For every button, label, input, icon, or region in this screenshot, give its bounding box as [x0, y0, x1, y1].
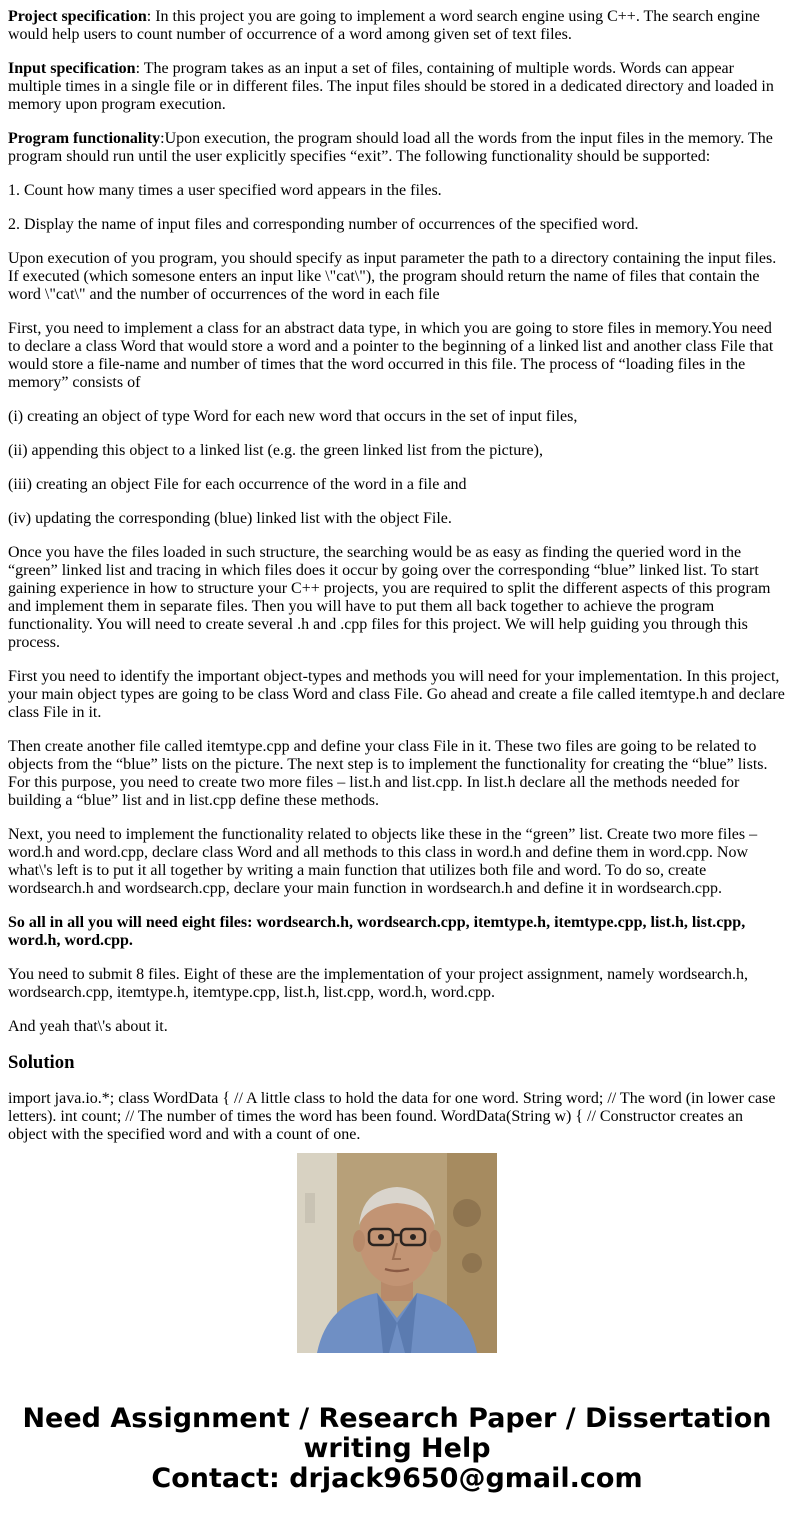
paragraph-searching: Once you have the files loaded in such structure, the searching would be as easy as finding the queried word in the “green” linked list and tracing in which files does it occur by going over the corresponding “blue” linked list. To start gaining experience in how to structure your C++ projects, you are required to split the different aspects of this program and implement them in separate files. Then you will have to put them all back together to achieve the program functionality. You will need to create several .h and .cpp files for this project. We will help guiding you through this process. [8, 544, 771, 651]
paragraph-item-2: 2. Display the name of input files and corresponding number of occurrences of the specified word. [8, 216, 639, 233]
paragraph-itemtype: Then create another file called itemtype.cpp and define your class File in it. These two files are going to be related to objects from the “blue” lists on the picture. The next step is to implement the functionality for creating the “blue” lists. For this purpose, you need to create two more files – list.h and list.cpp. In list.h declare all the methods needed for building a “blue” list and in list.cpp define these methods. [8, 738, 768, 809]
paragraph-word-files: Next, you need to implement the functionality related to objects like these in the “green” list. Create two more files – word.h and word.cpp, declare class Word and all methods to this class in word.h and define them in word.cpp. Now what\'s left is to put it all together by writing a main function that utilizes both file and word. To do so, create wordsearch.h and wordsearch.cpp, declare your main function in wordsearch.h and define it in wordsearch.cpp. [8, 826, 758, 897]
paragraph-text: : In this project you are going to implement a word search engine using C++. The search engine would help users to count number of occurrence of a word among given set of text files. [8, 8, 760, 43]
paragraph-item-1: 1. Count how many times a user specified word appears in the files. [8, 182, 442, 199]
paragraph-step-iii: (iii) creating an object File for each occurrence of the word in a file and [8, 476, 467, 493]
paragraph-project-spec [8, 8, 786, 44]
lead-label: Input specification [8, 60, 136, 77]
footer-contact-email: Contact: drjack9650@gmail.com [151, 1463, 643, 1494]
paragraph-text: :Upon execution, the program should load all the words from the input files in the memory. The program should run until the user explicitly specifies “exit”. The following functionality should be supported: [8, 130, 773, 165]
lead-label: Project specification [8, 8, 147, 25]
paragraph-step-i: (i) creating an object of type Word for each new word that occurs in the set of input files, [8, 408, 578, 425]
solution-heading: Solution [8, 1052, 75, 1073]
paragraph-eight-files [8, 914, 786, 950]
paragraph-step-ii: (ii) appending this object to a linked list (e.g. the green linked list from the picture), [8, 442, 543, 459]
footer-contact [0, 1404, 794, 1494]
paragraph-submit: You need to submit 8 files. Eight of these are the implementation of your project assignment, namely wordsearch.h, wordsearch.cpp, itemtype.h, itemtype.cpp, list.h, list.cpp, word.h, word.cpp. [8, 966, 748, 1001]
paragraph-text: : The program takes as an input a set of files, containing of multiple words. Words can appear multiple times in a single file or in different files. The input files should be stored in a dedicated directory and loaded in memory upon program execution. [8, 60, 774, 113]
document-body [8, 8, 786, 1143]
footer-line-2: writing Help [303, 1433, 491, 1464]
paragraph-closing: And yeah that\'s about it. [8, 1018, 168, 1035]
paragraph-input-spec [8, 60, 786, 114]
paragraph-step-iv: (iv) updating the corresponding (blue) linked list with the object File. [8, 510, 452, 527]
profile-photo-icon [297, 1153, 497, 1353]
paragraph-execution: Upon execution of you program, you should specify as input parameter the path to a directory containing the input files. If executed (which somesone enters an input like \"cat\"), the program should return the name of files that contain the word \"cat\" and the number of occurrences of the word in each file [8, 250, 777, 303]
solution-text: import java.io.*; class WordData { // A little class to hold the data for one word. String word; // The word (in lower case letters). int count; // The number of times the word has been found. WordData(String w) { // Constructor creates an object with the specified word and with a count of one. [8, 1090, 776, 1143]
lead-label: Program functionality [8, 130, 161, 147]
footer-line-1: Need Assignment / Research Paper / Dissertation [22, 1403, 772, 1434]
paragraph-class-design: First, you need to implement a class for an abstract data type, in which you are going to store files in memory.You need to declare a class Word that would store a word and a pointer to the beginning of a linked list and another class File that would store a file-name and number of times that the word occurred in this file. The process of “loading files in the memory” consists of [8, 320, 774, 391]
bold-summary: So all in all you will need eight files: wordsearch.h, wordsearch.cpp, itemtype.h, itemtype.cpp, list.h, list.cpp, word.h, word.cpp. [8, 914, 746, 949]
paragraph-program-functionality [8, 130, 786, 166]
paragraph-object-types: First you need to identify the important object-types and methods you will need for your implementation. In this project, your main object types are going to be class Word and class File. Go ahead and create a file called itemtype.h and declare class File in it. [8, 668, 785, 721]
